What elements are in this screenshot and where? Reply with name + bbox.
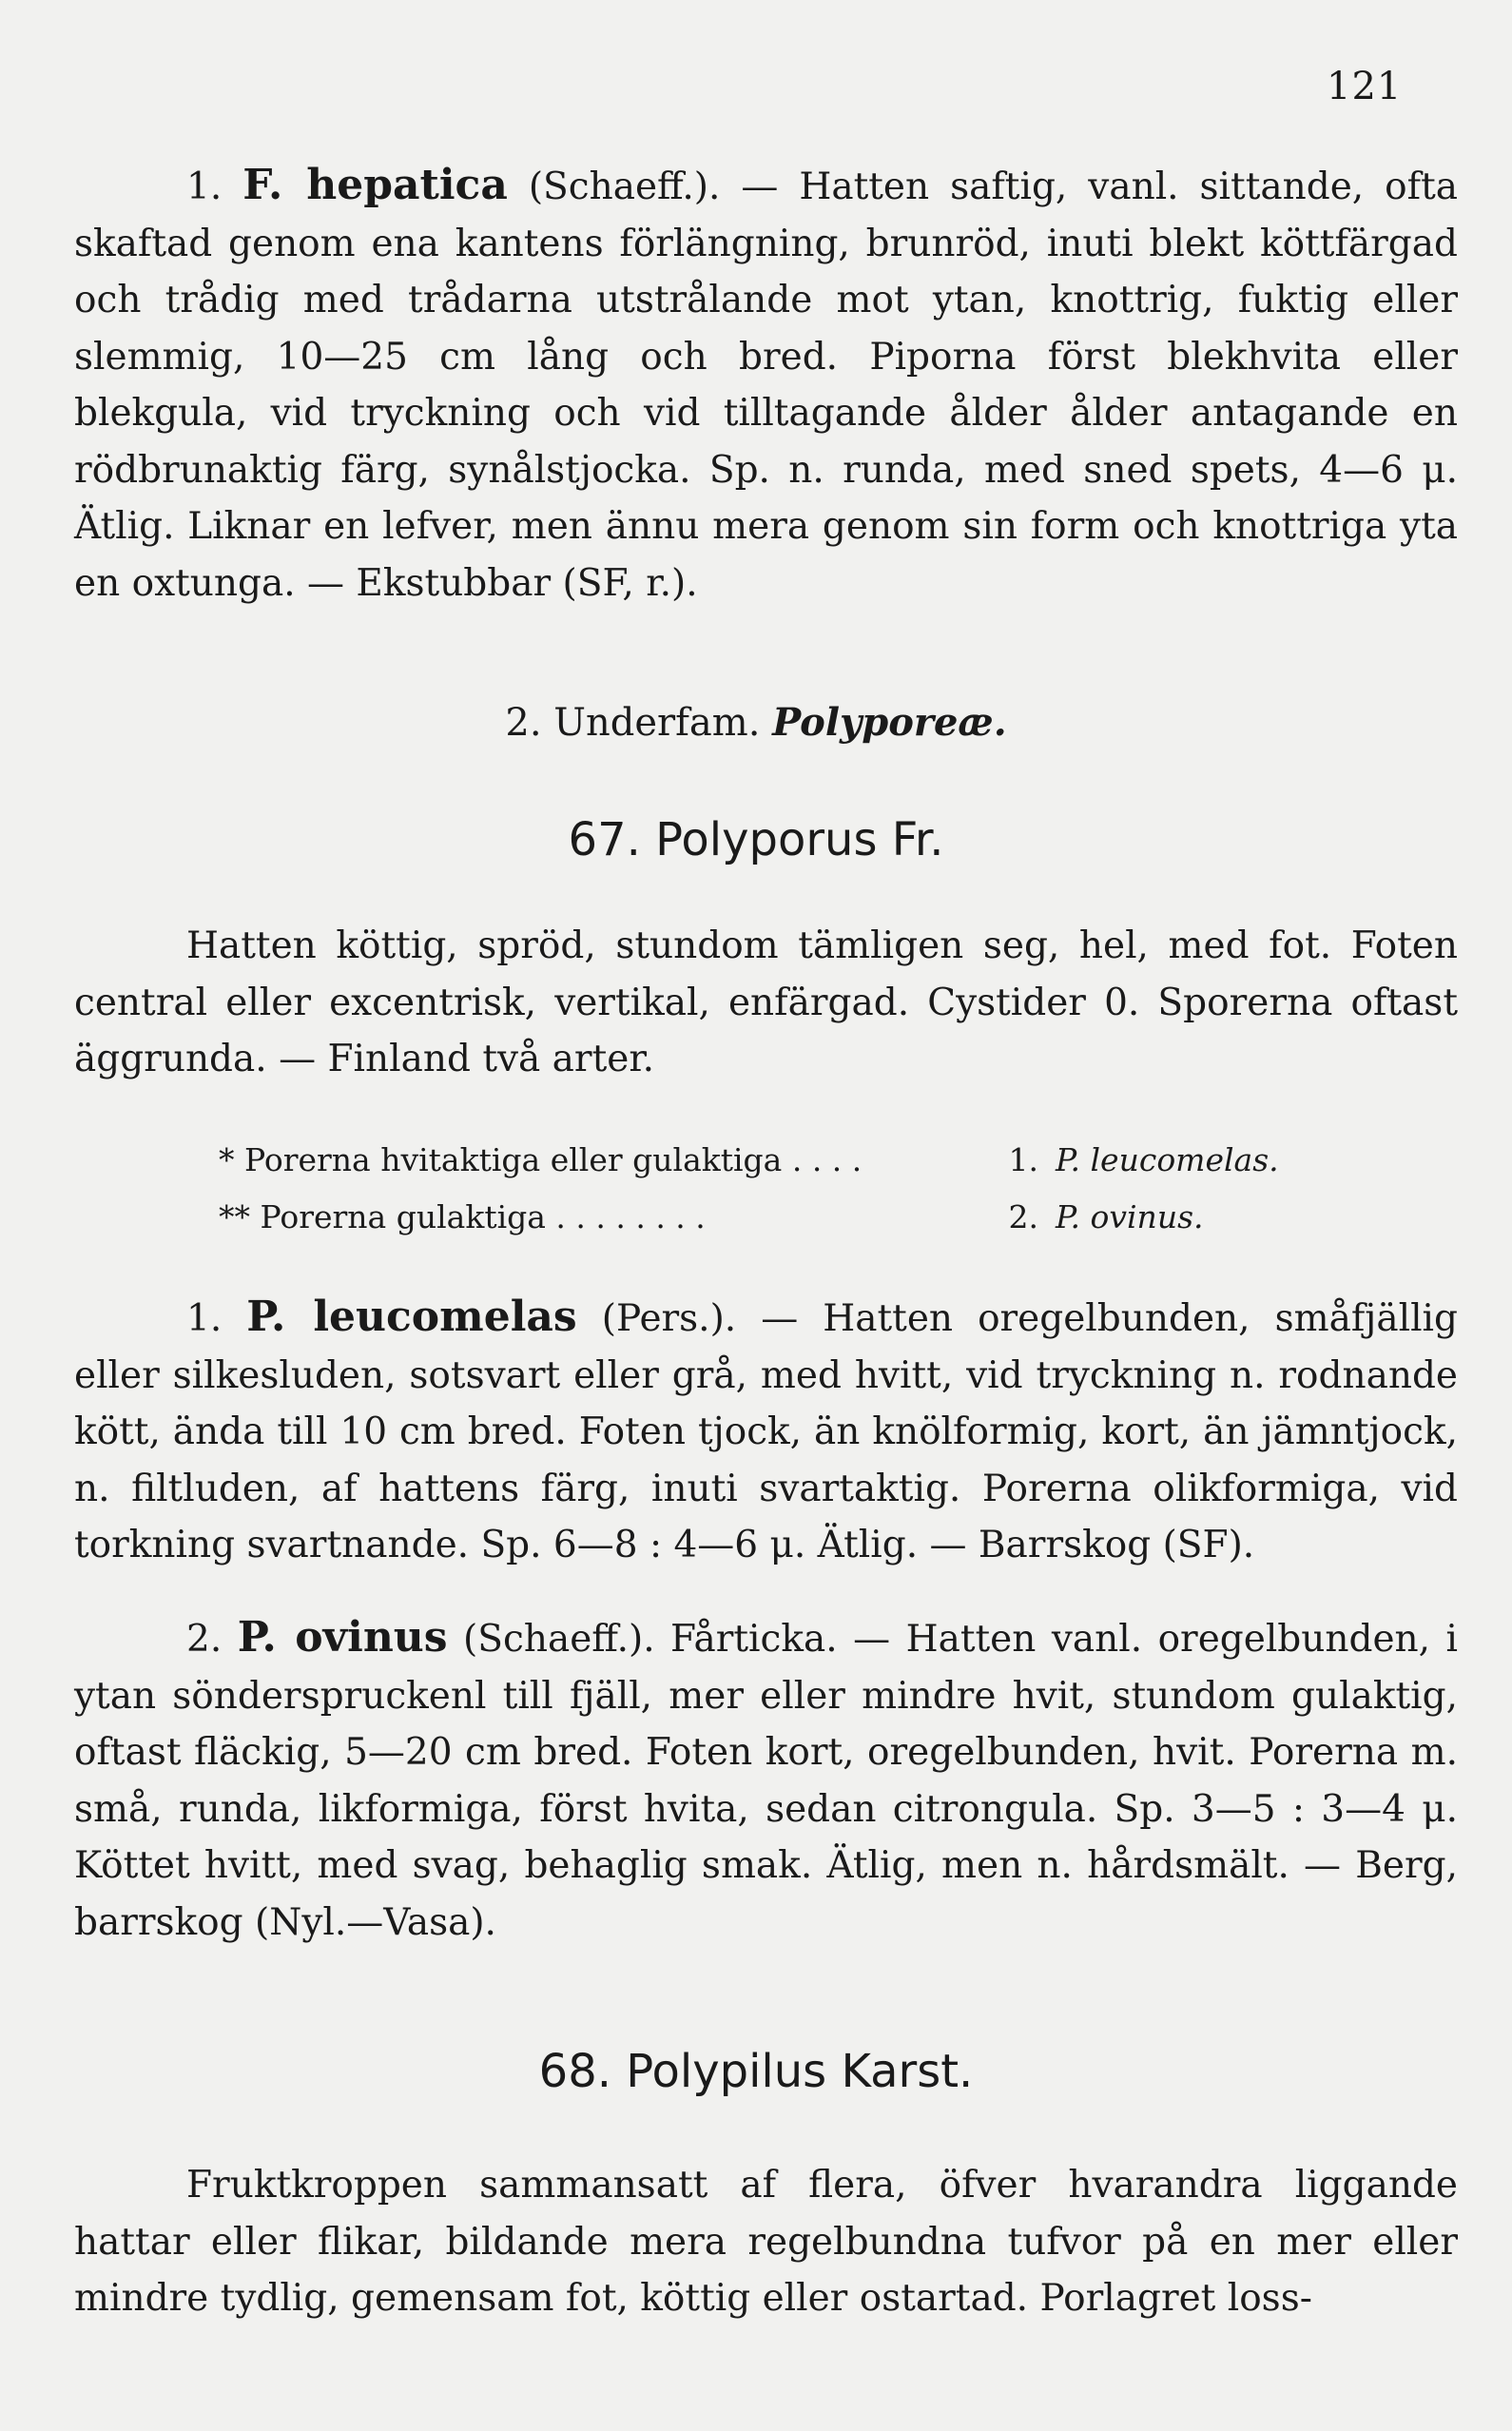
entry-number: 1. — [186, 165, 223, 208]
entry-number: 1. — [186, 1297, 223, 1340]
key-number: 2. — [1008, 1198, 1038, 1235]
species-name: P. leucomelas — [246, 1293, 577, 1341]
entry-text: (Schaeff.). — Hatten saftig, vanl. sittande, ofta skaftad genom ena kantens förlängning, brunröd, inuti blekt köttfärgad och trådig med trådarna utstrålande mot ytan, knottrig, fuktig eller slemmig, 10—25 cm lång och bred. Piporna först blekhvita eller blekgula, vid tryckning och vid tilltagande ålder ålder antagande en rödbrunaktig färg, synålstjocka. Sp. n. runda, med sned spets, 4—6 μ. Ätlig. Liknar en lefver, men ännu mera genom sin form och knottriga yta en oxtunga. — Ekstubbar (SF, r.). — [74, 165, 1458, 605]
key-species: P. leucomelas. — [1056, 1141, 1279, 1178]
key-label: * Porerna hvitaktiga eller gulaktiga . . . . — [219, 1141, 863, 1178]
key-label: ** Porerna gulaktiga . . . . . . . . — [219, 1198, 706, 1235]
species-name: P. ovinus — [237, 1613, 448, 1662]
page-number: 121 — [1327, 65, 1403, 108]
entry-text: (Pers.). — Hatten oregelbunden, småfjällig eller silkesluden, sotsvart eller grå, med hvitt, vid tryckning n. rodnande kött, ända till 10 cm bred. Foten tjock, än knölformig, kort, än jämntjock, n. filtluden, af hattens färg, inuti svartaktig. Porerna olikformiga, vid torkning svartnande. Sp. 6—8 : 4—6 μ. Ätlig. — Barrskog (SF). — [74, 1297, 1458, 1566]
entry-f-hepatica — [74, 157, 1458, 612]
genus-67-description — [74, 918, 1458, 1088]
genus-heading-68: 68. Polypilus Karst. — [538, 2045, 974, 2098]
subfamily-name: Polyporeæ. — [772, 700, 1007, 745]
key-row — [219, 1189, 1360, 1246]
key-species: P. ovinus. — [1056, 1198, 1204, 1235]
key-row — [219, 1132, 1360, 1189]
genus-68-text: Fruktkroppen sammansatt af flera, öfver hvarandra liggande hattar eller flikar, bildande mera regelbundna tufvor på en mer eller mindre tydlig, gemensam fot, köttig eller ostartad. Porlagret loss- — [74, 2164, 1458, 2320]
genus-heading-67: 67. Polyporus Fr. — [568, 813, 944, 866]
subfamily-label: 2. Underfam. — [505, 701, 761, 745]
genus-67-text: Hatten köttig, spröd, stundom tämligen seg, hel, med fot. Foten central eller excentrisk, vertikal, enfärgad. Cystider 0. Sporerna oftast äggrunda. — Finland två arter. — [74, 924, 1458, 1080]
entry-p-leucomelas — [74, 1289, 1458, 1574]
key-number: 1. — [1008, 1141, 1038, 1178]
entry-p-ovinus — [74, 1609, 1458, 1951]
entry-text: (Schaeff.). Fårticka. — Hatten vanl. oregelbunden, i ytan sönderspruckenl till fjäll, mer eller mindre hvit, stundom gulaktig, oftast fläckig, 5—20 cm bred. Foten kort, oregelbunden, hvit. Porerna m. små, runda, likformiga, först hvita, sedan citrongula. Sp. 3—5 : 3—4 μ. Köttet hvitt, med svag, behaglig smak. Ätlig, men n. hårdsmält. — Berg, barrskog (Nyl.—Vasa). — [74, 1618, 1458, 1944]
species-key — [219, 1132, 1360, 1246]
subfamily-heading — [0, 700, 1512, 745]
genus-68-description — [74, 2157, 1458, 2327]
species-name: F. hepatica — [242, 161, 508, 209]
entry-number: 2. — [186, 1618, 223, 1661]
